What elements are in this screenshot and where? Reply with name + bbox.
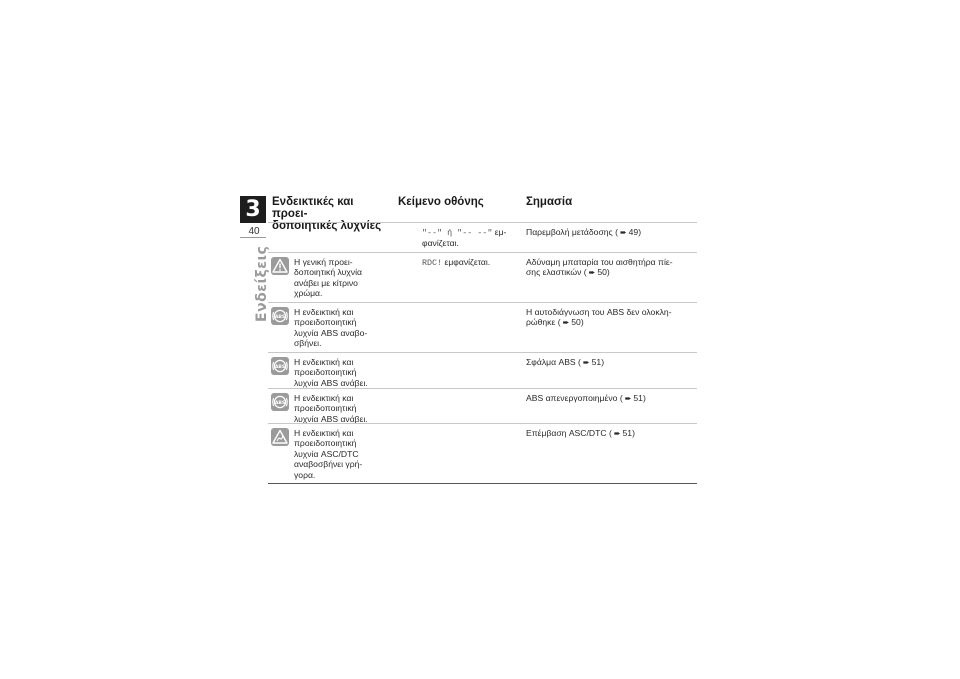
svg-text:ABS: ABS (274, 314, 286, 320)
chapter-side-label: Ενδείξεις (254, 245, 270, 322)
meaning-text (526, 307, 694, 329)
header-indicator: Ενδεικτικές και προει- δοποιητικές λυχνίες (272, 196, 382, 232)
meaning-label: ABS απενεργοποιημένο (526, 393, 618, 403)
table-row (268, 252, 697, 302)
indicator-text: Η ενδεικτική και προειδοποιητική λυχνία ABS ανάβει. (294, 393, 368, 424)
meaning-label: Επέμβαση ASC/DTC (526, 428, 607, 438)
indicator-table (268, 196, 697, 484)
reference-page: 50 (597, 267, 607, 278)
abs-icon (271, 357, 289, 375)
meaning-text (526, 393, 694, 404)
display-code: RDC! (422, 258, 443, 268)
indicator-icon-cell (271, 307, 289, 325)
display-code: "--" ή "-- --" (422, 228, 493, 238)
svg-text:ABS: ABS (274, 364, 286, 370)
indicator-text: Η ενδεικτική και προειδοποιητική λυχνία ABS αναβο- σβήνει. (294, 307, 368, 349)
meaning-label: Αδύναμη μπαταρία του αισθητήρα πίε- σης ελαστικών (526, 257, 673, 278)
reference-arrow-icon: ➨ (613, 429, 621, 438)
reference-page: 51 (633, 393, 643, 403)
indicator-text: Η γενική προει- δοποιητική λυχνία ανάβει με κίτρινο χρώμα. (294, 257, 362, 299)
asc-dtc-icon (271, 428, 289, 446)
display-suffix: εμφανίζεται. (442, 257, 491, 267)
reference-page: 50 (571, 317, 581, 328)
indicator-icon-cell (271, 257, 289, 275)
reference-page: 51 (622, 428, 633, 438)
reference-arrow-icon: ➨ (582, 358, 590, 367)
display-text (422, 227, 522, 249)
page-reference[interactable]: ( ➨ 51) (619, 393, 646, 403)
display-text (422, 257, 522, 268)
header-meaning: Σημασία (526, 196, 573, 208)
meaning-label: Σφάλμα ABS (526, 357, 576, 367)
indicator-text: Η ενδεικτική και προειδοποιητική λυχνία ASC/DTC αναβοσβήνει γρή- γορα. (294, 428, 363, 480)
table-row (268, 302, 697, 352)
reference-arrow-icon: ➨ (624, 394, 632, 403)
indicator-text: Η ενδεικτική και προειδοποιητική λυχνία ABS ανάβει. (294, 357, 368, 388)
table-row (268, 423, 697, 484)
meaning-label: Η αυτοδιάγνωση του ABS δεν ολοκλη- ρώθηκε (526, 307, 672, 328)
warning-triangle-icon (271, 257, 289, 275)
meaning-text (526, 227, 694, 238)
table-row (268, 222, 697, 252)
page-reference[interactable]: ( ➨ 50) (583, 267, 610, 278)
table-row (268, 388, 697, 423)
table-row (268, 352, 697, 388)
page-reference[interactable]: ( ➨ 50) (557, 317, 584, 328)
meaning-label: Παρεμβολή μετάδοσης (526, 227, 613, 237)
meaning-text (526, 428, 694, 439)
header-display: Κείμενο οθόνης (398, 196, 484, 208)
page-number: 40 (248, 226, 260, 237)
meaning-text (526, 357, 694, 368)
svg-text:ABS: ABS (274, 400, 286, 406)
reference-arrow-icon: ➨ (562, 318, 570, 328)
reference-page: 51 (591, 357, 602, 367)
display-suffix: εμ- φανίζεται. (422, 227, 507, 249)
indicator-icon-cell (271, 428, 289, 446)
page-reference[interactable]: ( ➨ 49) (615, 227, 642, 237)
meaning-text (526, 257, 694, 279)
page-reference[interactable]: ( ➨ 51) (578, 357, 605, 367)
abs-icon (271, 393, 289, 411)
reference-page: 49 (628, 227, 639, 237)
chapter-number: 3 (240, 196, 266, 223)
reference-arrow-icon: ➨ (619, 228, 627, 237)
page-reference[interactable]: ( ➨ 51) (608, 428, 635, 438)
indicator-icon-cell (271, 357, 289, 375)
indicator-icon-cell (271, 393, 289, 411)
tab-divider (240, 237, 266, 238)
abs-icon (271, 307, 289, 325)
reference-arrow-icon: ➨ (588, 268, 596, 278)
